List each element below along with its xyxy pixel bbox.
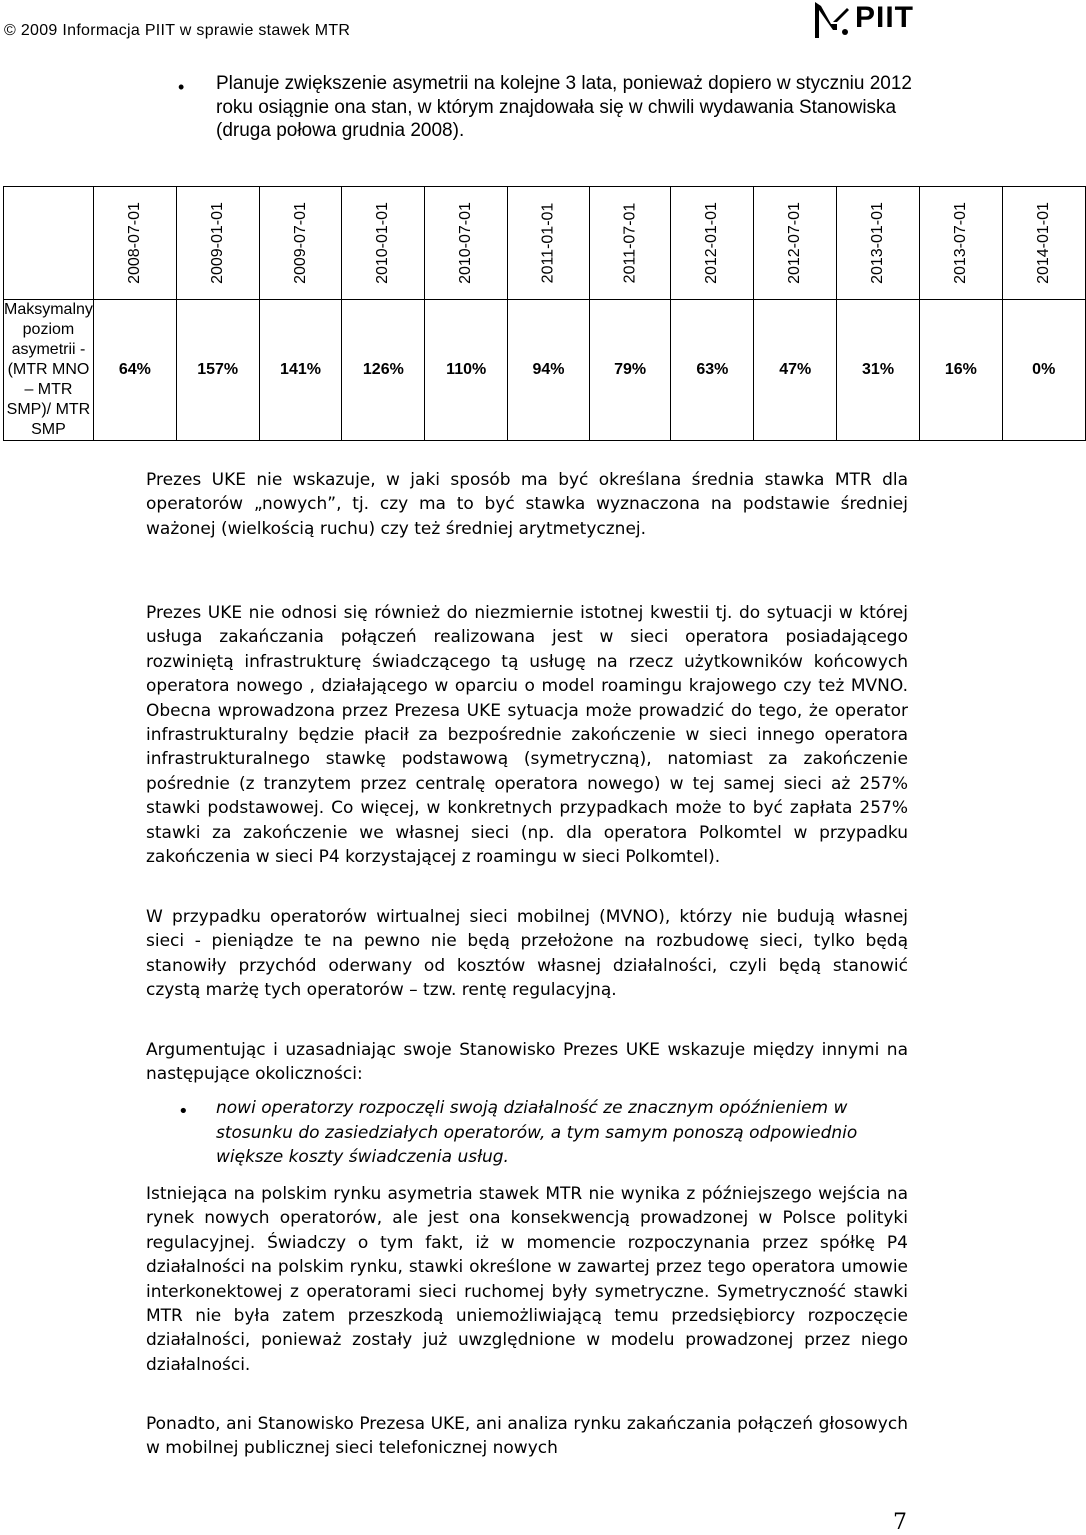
table-value-cell: 64% — [93, 300, 176, 441]
bullet-text: Planuje zwiększenie asymetrii na kolejne 3 lata, ponieważ dopiero w styczniu 2012 roku osiągnie ona stan, w którym znajdowała się w chwili wydawania Stanowiska (druga połowa grudnia 2008). — [216, 73, 912, 141]
table-value-cell: 110% — [425, 300, 508, 441]
table-date-cell — [342, 187, 425, 300]
table-value-cell: 31% — [837, 300, 920, 441]
header-copyright: © 2009 Informacja PIIT w sprawie stawek MTR — [4, 22, 351, 39]
table-date-label: 2008-07-01 — [125, 202, 143, 284]
table-value-cell: 79% — [589, 300, 671, 441]
table-corner-cell — [4, 187, 94, 300]
table-date-cell — [837, 187, 920, 300]
table-date-cell — [919, 187, 1002, 300]
bullet-text: nowi operatorzy rozpoczęli swoją działalność ze znacznym opóźnieniem w stosunku do zasiedziałych operatorów, a tym samym ponoszą odpowiednio większe koszty świadczenia usług. — [216, 1098, 858, 1167]
table-value-cell: 16% — [919, 300, 1002, 441]
table-value-cell: 126% — [342, 300, 425, 441]
table-row-label: Maksymalny poziom asymetrii - (MTR MNO – MTR SMP)/ MTR SMP — [4, 300, 94, 441]
table-date-label: 2011-07-01 — [621, 202, 639, 284]
table-date-cell — [508, 187, 590, 300]
asymmetry-table — [3, 186, 1086, 441]
table-date-cell — [259, 187, 342, 300]
table-date-label: 2009-07-01 — [291, 202, 309, 284]
page-header — [0, 0, 960, 44]
table-date-cell — [589, 187, 671, 300]
table-date-label: 2010-07-01 — [457, 202, 475, 284]
table-row — [4, 300, 1086, 441]
piit-logo — [813, 0, 913, 44]
table-date-cell — [671, 187, 754, 300]
logo-text: PIIT — [855, 1, 915, 34]
paragraph-termination: Prezes UKE nie odnosi się również do niezmiernie istotnej kwestii tj. do sytuacji w której usługa zakańczania połączeń realizowana jest w sieci operatora posiadającego rozwiniętą infrastrukturę świadczącego tą usługę na rzecz użytkowników końcowych operatora nowego , działającego w oparciu o model roamingu krajowego czy też MVNO. Obecna wprowadzona przez Prezesa UKE sytuacja może prowadzić do tego, że operator infrastrukturalny będzie płacił za bezpośrednie zakończenie w sieci innego operatora infrastrukturalnego stawkę podstawową (symetryczną), natomiast za zakończenie pośrednie (z tranzytem przez centralę operatora nowego) w tej samej sieci aż 257% stawki podstawowej. Co więcej, w konkretnych przypadkach może to być zapłata 257% stawki za zakończenie we własnej sieci (np. dla operatora Polkomtel w przypadku zakończenia w sieci P4 korzystającej z roamingu w sieci Polkomtel). — [146, 603, 908, 868]
table-date-label: 2009-01-01 — [208, 202, 226, 284]
table-date-cell — [93, 187, 176, 300]
table-date-label: 2012-01-01 — [703, 202, 721, 284]
table-date-label: 2014-01-01 — [1034, 202, 1052, 284]
bullet-icon: • — [178, 1101, 189, 1122]
table-date-label: 2010-01-01 — [374, 202, 392, 284]
paragraph-average-rate: Prezes UKE nie wskazuje, w jaki sposób ma być określana średnia stawka MTR dla operatorów „nowych”, tj. czy ma to być stawka wyznaczona na podstawie średniej ważonej (wielkością ruchu) czy też średniej arytmetycznej. — [146, 470, 908, 539]
page-number: 7 — [893, 1510, 907, 1535]
bullet-icon: • — [178, 77, 185, 97]
table-date-label: 2013-01-01 — [869, 202, 887, 284]
table-value-cell: 63% — [671, 300, 754, 441]
table-date-cell — [176, 187, 259, 300]
logo-mark-icon — [813, 0, 855, 40]
bullet-item-new-operators — [170, 1096, 915, 1170]
table-value-cell: 157% — [176, 300, 259, 441]
table-value-cell: 47% — [754, 300, 837, 441]
table-date-cell — [425, 187, 508, 300]
table-value-cell: 94% — [508, 300, 590, 441]
paragraph-moreover: Ponadto, ani Stanowisko Prezesa UKE, ani analiza rynku zakańczania połączeń głosowych w mobilnej publicznej sieci telefonicznej nowych — [146, 1414, 908, 1459]
table-date-label: 2012-07-01 — [786, 202, 804, 284]
table-value-cell: 141% — [259, 300, 342, 441]
table-date-cell — [1002, 187, 1085, 300]
bullet-item-asymmetry — [170, 72, 915, 143]
table-header-row — [4, 187, 1086, 300]
table-value-cell: 0% — [1002, 300, 1085, 441]
paragraph-mvno: W przypadku operatorów wirtualnej sieci mobilnej (MVNO), którzy nie budują własnej sieci - pieniądze te na pewno nie będą przełożone na rozbudowę sieci, tylko będą stanowiły przychód oderwany od kosztów własnej działalności, czyli będą stanowić czystą marżę tych operatorów – tzw. rentę regulacyjną. — [146, 907, 908, 1001]
table-date-label: 2011-01-01 — [539, 202, 557, 284]
table-date-label: 2013-07-01 — [951, 202, 969, 284]
paragraph-arguments: Argumentując i uzasadniając swoje Stanowisko Prezes UKE wskazuje między innymi na następujące okoliczności: — [146, 1040, 908, 1085]
paragraph-existing-asymmetry: Istniejąca na polskim rynku asymetria stawek MTR nie wynika z późniejszego wejścia na rynek nowych operatorów, ale jest ona konsekwencją prowadzonej w Polsce polityki regulacyjnej. Świadczy o tym fakt, iż w momencie rozpoczynania przez spółkę P4 działalności na polskim rynku, stawki określone w zawartej przez tego operatora umowie interkonektowej z operatorami sieci ruchomej były symetryczne. Symetryczność stawki MTR nie była zatem przeszkodą uniemożliwiającą temu przedsiębiorcy rozpoczęcie działalności, ponieważ zostały już uwzględnione w modelu prowadzonej przez niego działalności. — [146, 1184, 908, 1375]
table-date-cell — [754, 187, 837, 300]
